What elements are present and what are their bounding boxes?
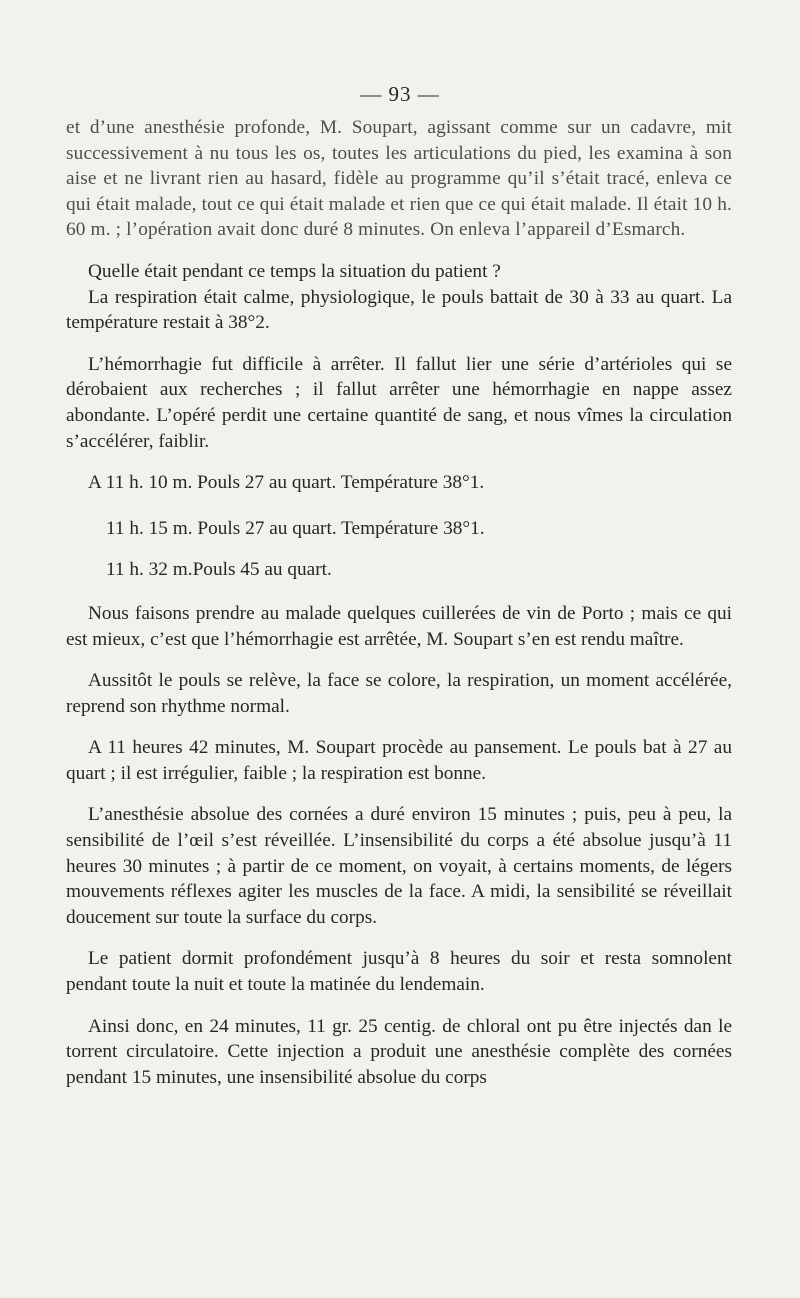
paragraph-dressing: A 11 heures 42 minutes, M. Soupart procède au pansement. Le pouls bat à 27 au quart ; il est irrégulier, faible ; la respiration est bonne. [66,737,732,784]
paragraph-sleep: Le patient dormit profondément jusqu’à 8 heures du soir et resta somnolent pendant toute la nuit et toute la matinée du lendemain. [66,948,732,996]
page-number: — 93 — [360,82,440,106]
reading-11h15: 11 h. 15 m. Pouls 27 au quart. Température 38°1. [106,517,485,539]
reading-11h32: 11 h. 32 m.Pouls 45 au quart. [106,559,332,581]
paragraph-porto: Nous faisons prendre au malade quelques cuillerées de vin de Porto ; mais ce qui est mieux, c’est que l’hémorrhagie est arrêtée, M. Soupart s’en est rendu maître. [66,602,732,650]
reading-11h10: A 11 h. 10 m. Pouls 27 au quart. Température 38°1. [88,472,485,494]
paragraph-respiration: La respiration était calme, physiologique, le pouls battait de 30 à 33 au quart. La température restait à 38°2. [66,286,732,334]
paragraph-question: Quelle était pendant ce temps la situation du patient ? [88,260,501,282]
paragraph-hemorrhage: L’hémorrhagie fut difficile à arrêter. Il fallut lier une série d’artérioles qui se dérobaient aux recherches ; il fallut arrêter une hémorrhagie en nappe assez abondante. L’opéré perdit une certaine quantité de sang, et nous vîmes la circulation s’accélérer, faiblir. [66,353,732,452]
paragraph-recovery: Aussitôt le pouls se relève, la face se colore, la respiration, un moment accélérée, reprend son rhythme normal. [66,670,732,717]
body-text [66,115,732,1106]
paragraph-anesthesia: L’anesthésie absolue des cornées a duré environ 15 minutes ; puis, peu à peu, la sensibilité de l’œil s’est réveillée. L’insensibilité du corps a été absolue jusqu’à 11 heures 30 minutes ; à partir de ce moment, on voyait, à certains moments, de légers mouvements réflexes agiter les muscles de la face. A midi, la sensibilité se réveillait doucement sur toute la surface du corps. [66,804,732,928]
paragraph-conclusion: Ainsi donc, en 24 minutes, 11 gr. 25 centig. de chloral ont pu être injectés dan le torrent circulatoire. Cette injection a produit une anesthésie complète des cornées pendant 15 minutes, une insensibilité absolue du corps [66,1015,732,1088]
paragraph-operation: et d’une anesthésie profonde, M. Soupart, agissant comme sur un cadavre, mit successivement à nu tous les os, toutes les articulations du pied, les examina à son aise et ne livrant rien au hasard, fidèle au programme qu’il s’était tracé, enleva ce qui était malade, tout ce qui était malade et rien que ce qui était malade. Il était 10 h. 60 m. ; l’opération avait donc duré 8 minutes. On enleva l’appareil d’Esmarch. [66,117,732,241]
